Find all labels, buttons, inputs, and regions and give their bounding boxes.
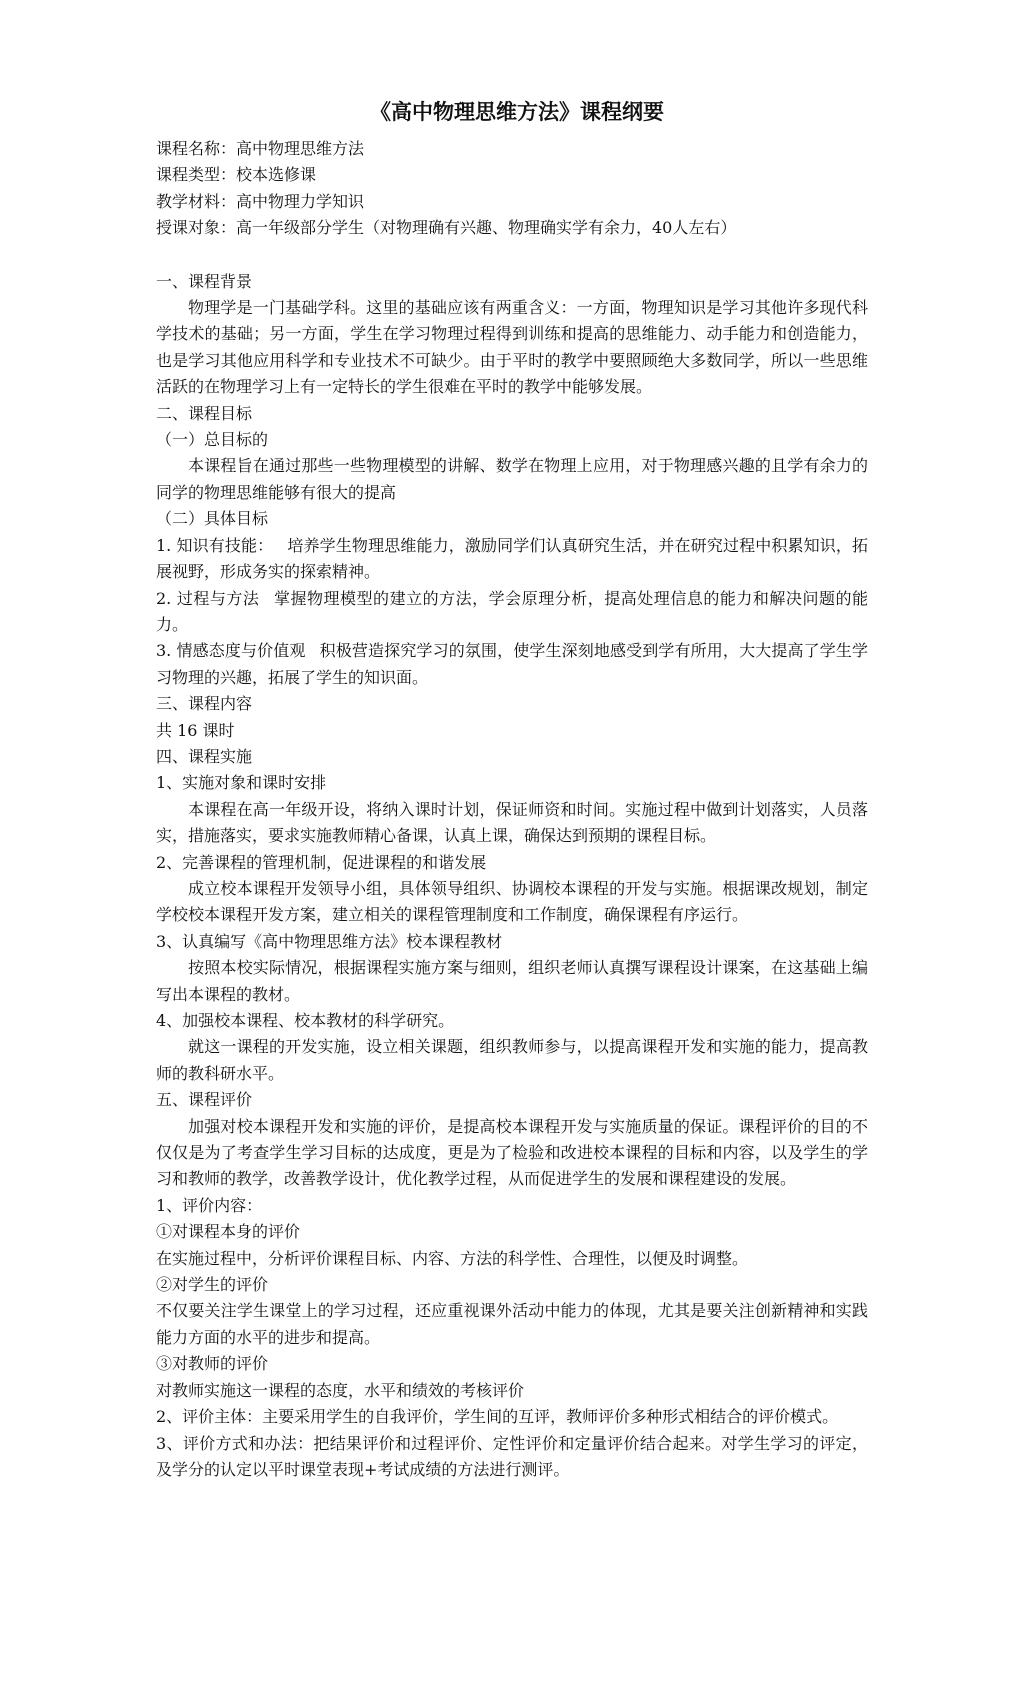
subheading-overall-goal: （一）总目标的 (156, 430, 269, 450)
goal-item-2-text: 掌握物理模型的建立的方法，学会原理分析，提高处理信息的能力和解决问题的能力。 (156, 588, 868, 634)
total-class-hours: 共 16 课时 (156, 720, 235, 740)
goal-item-3 (156, 638, 868, 691)
evaluation-paragraph: 加强对校本课程开发和实施的评价，是提高校本课程开发与实施质量的保证。课程评价的目的不仅仅是为了考查学生学习目标的达成度，更是为了检验和改进校本课程的目标和内容，以及学生的学习和教师的教学，改善教学设计，优化教学过程，从而促进学生的发展和课程建设的发展。 (156, 1116, 868, 1189)
evaluation-student-heading: ②对学生的评价 (156, 1275, 269, 1295)
implementation-item-2-text: 成立校本课程开发领导小组，具体领导组织、协调校本课程的开发与实施。根据课改规划，制定学校校本课程开发方案，建立相关的课程管理制度和工作制度，确保课程有序运行。 (156, 878, 868, 925)
implementation-item-3-heading: 3、认真编写《高中物理思维方法》校本课程教材 (156, 931, 503, 951)
implementation-item-3-text: 按照本校实际情况，根据课程实施方案与细则，组织老师认真撰写课程设计课案，在这基础上编写出本课程的教材。 (156, 958, 868, 1004)
section-heading-content: 三、课程内容 (156, 694, 253, 714)
implementation-item-4-heading: 4、加强校本课程、校本教材的科学研究。 (156, 1011, 455, 1030)
section-heading-implementation: 四、课程实施 (156, 746, 253, 766)
goal-item-2 (156, 586, 868, 639)
goal-item-1-text: 培养学生物理思维能力，激励同学们认真研究生活，并在研究过程中积累知识，拓展视野，形成务实的探索精神。 (156, 535, 868, 582)
implementation-item-1-text: 本课程在高一年级开设，将纳入课时计划，保证师资和时间。实施过程中做到计划落实，人员落实，措施落实，要求实施教师精心备课，认真上课，确保达到预期的课程目标。 (156, 799, 868, 846)
implementation-item-1-heading: 1、实施对象和课时安排 (156, 773, 327, 793)
implementation-item-4-text: 就这一课程的开发实施，设立相关课题，组织教师参与，以提高课程开发和实施的能力，提高教师的教科研水平。 (156, 1037, 868, 1083)
goal-item-2-label: 2. 过程与方法 (156, 588, 260, 608)
overall-goal-paragraph: 本课程旨在通过那些一些物理模型的讲解、数学在物理上应用，对于物理感兴趣的且学有余力的同学的物理思维能够有很大的提高 (156, 456, 868, 502)
background-paragraph: 物理学是一门基础学科。这里的基础应该有两重含义：一方面，物理知识是学习其他许多现代科学技术的基础；另一方面，学生在学习物理过程得到训练和提高的思维能力、动手能力和创造能力，也是学习其他应用科学和专业技术不可缺少。由于平时的教学中要照顾绝大多数同学，所以一些思维活跃的在物理学习上有一定特长的学生很难在平时的教学中能够发展。 (156, 298, 868, 397)
evaluation-subject: 2、评价主体：主要采用学生的自我评价，学生间的互评，教师评价多种形式相结合的评价模式。 (156, 1407, 839, 1427)
goal-item-3-label: 3. 情感态度与价值观 (156, 641, 306, 661)
course-type: 课程类型：校本选修课 (156, 165, 317, 185)
evaluation-content-heading: 1、评价内容： (156, 1195, 263, 1215)
evaluation-methods: 3、评价方式和办法：把结果评价和过程评价、定性评价和定量评价结合起来。对学生学习的评定，及学分的认定以平时课堂表现+考试成绩的方法进行测评。 (156, 1433, 868, 1479)
course-name: 课程名称：高中物理思维方法 (156, 139, 365, 158)
target-audience: 授课对象：高一年级部分学生（对物理确有兴趣、物理确实学有余力，40人左右） (156, 218, 737, 238)
goal-item-1 (156, 533, 868, 586)
evaluation-student-text: 不仅要关注学生课堂上的学习过程，还应重视课外活动中能力的体现，尤其是要关注创新精神和实践能力方面的水平的进步和提高。 (156, 1301, 868, 1347)
goal-item-3-text: 积极营造探究学习的氛围，使学生深刻地感受到学有所用，大大提高了学生学习物理的兴趣，拓展了学生的知识面。 (156, 641, 868, 687)
spacer (156, 242, 868, 269)
goal-item-1-label: 1. 知识有技能： (156, 535, 274, 555)
section-heading-background: 一、课程背景 (156, 271, 253, 291)
evaluation-course-heading: ①对课程本身的评价 (156, 1222, 301, 1242)
section-heading-goals: 二、课程目标 (156, 403, 253, 423)
evaluation-teacher-heading: ③对教师的评价 (156, 1354, 269, 1374)
section-heading-evaluation: 五、课程评价 (156, 1090, 253, 1110)
document-title: 《高中物理思维方法》课程纲要 (370, 99, 664, 124)
implementation-item-2-heading: 2、完善课程的管理机制，促进课程的和谐发展 (156, 852, 487, 872)
teaching-materials: 教学材料：高中物理力学知识 (156, 191, 365, 211)
document-page (156, 96, 868, 1483)
subheading-specific-goals: （二）具体目标 (156, 509, 269, 529)
evaluation-course-text: 在实施过程中，分析评价课程目标、内容、方法的科学性、合理性，以便及时调整。 (156, 1248, 749, 1268)
evaluation-teacher-text: 对教师实施这一课程的态度，水平和绩效的考核评价 (156, 1380, 525, 1400)
